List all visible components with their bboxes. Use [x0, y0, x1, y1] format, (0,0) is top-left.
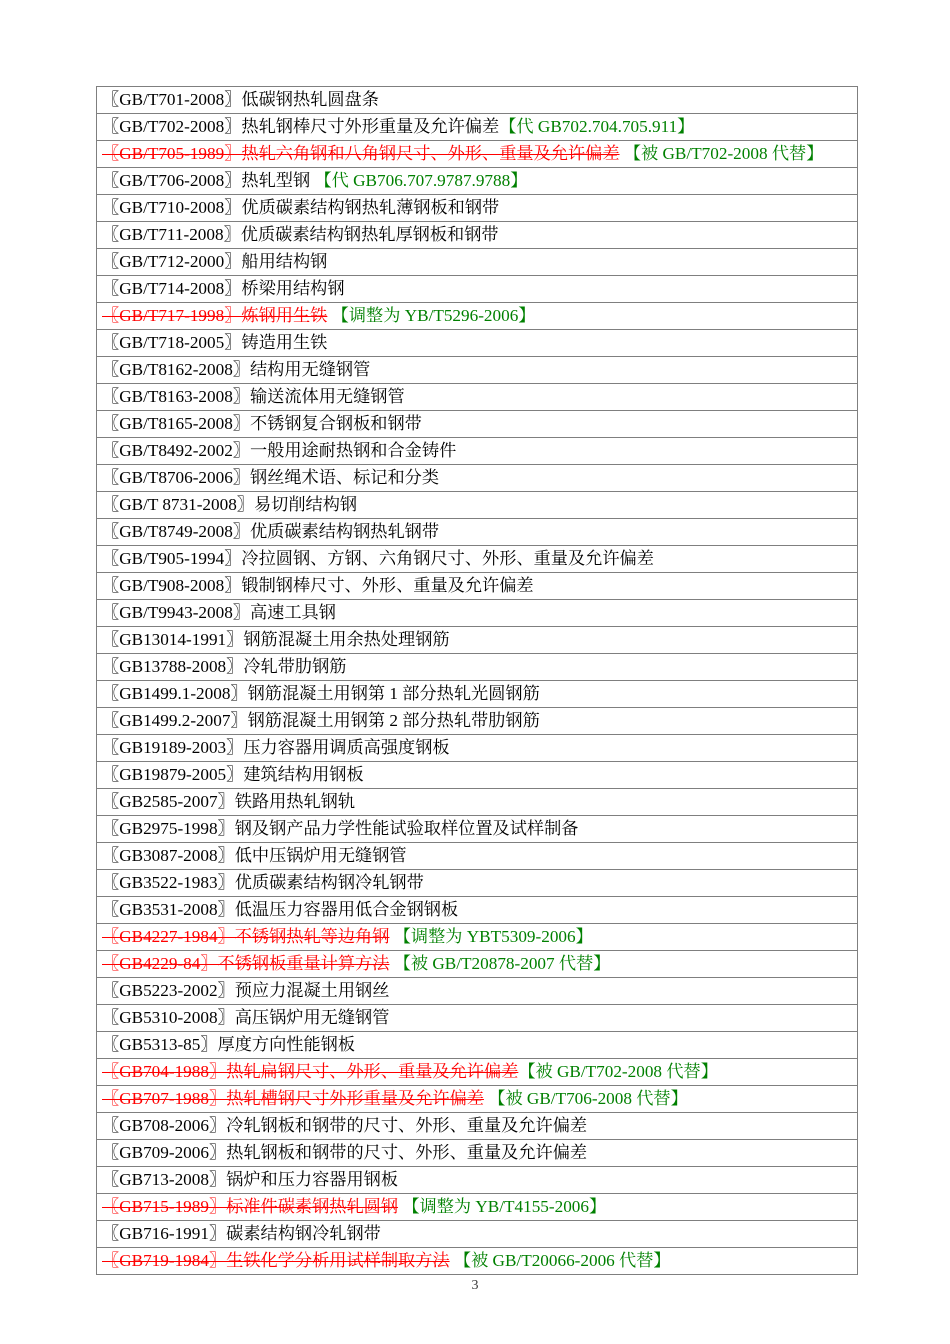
- table-row: [97, 870, 858, 897]
- struck-standard-text: 〖GB707-1988〗热轧槽钢尺寸外形重量及允许偏差: [102, 1089, 484, 1108]
- replacement-note: 【被 GB/T702-2008 代替】: [623, 144, 824, 163]
- table-row: [97, 816, 858, 843]
- table-row: [97, 843, 858, 870]
- standard-text: 〖GB3522-1983〗优质碳素结构钢冷轧钢带: [102, 873, 424, 892]
- struck-standard-text: 〖GB719-1984〗生铁化学分析用试样制取方法: [102, 1251, 450, 1270]
- replacement-note: 【代 GB702.704.705.911】: [499, 117, 695, 136]
- standard-text: 〖GB13014-1991〗钢筋混凝土用余热处理钢筋: [102, 630, 450, 649]
- standard-text: 〖GB/T706-2008〗热轧型钢: [102, 171, 315, 190]
- table-row: [97, 141, 858, 168]
- standard-entry-gb707-1988: [97, 1086, 858, 1113]
- standard-text: 〖GB1499.2-2007〗钢筋混凝土用钢第 2 部分热轧带肋钢筋: [102, 711, 540, 730]
- table-row: [97, 330, 858, 357]
- standard-entry-gb13788-2008: [97, 654, 858, 681]
- standard-text: 〖GB5310-2008〗高压锅炉用无缝钢管: [102, 1008, 390, 1027]
- standard-entry-gb-t710-2008: [97, 195, 858, 222]
- standard-text: 〖GB/T712-2000〗船用结构钢: [102, 252, 328, 271]
- struck-standard-text: 〖GB/T717-1998〗炼钢用生铁: [102, 306, 328, 325]
- standard-text: 〖GB716-1991〗碳素结构钢冷轧钢带: [102, 1224, 381, 1243]
- table-row: [97, 168, 858, 195]
- standard-text: 〖GB/T8492-2002〗一般用途耐热钢和合金铸件: [102, 441, 457, 460]
- replacement-note: 【被 GB/T706-2008 代替】: [488, 1089, 688, 1108]
- standard-text: 〖GB/T8165-2008〗不锈钢复合钢板和钢带: [102, 414, 422, 433]
- struck-standard-text: 〖GB4229-84〗不锈钢板重量计算方法: [102, 954, 390, 973]
- standard-entry-gb19879-2005: [97, 762, 858, 789]
- standard-text: 〖GB/T8162-2008〗结构用无缝钢管: [102, 360, 371, 379]
- table-row: [97, 627, 858, 654]
- standard-entry-gb1499-2-2007: [97, 708, 858, 735]
- table-row: [97, 1059, 858, 1086]
- standard-text: 〖GB3087-2008〗低中压锅炉用无缝钢管: [102, 846, 407, 865]
- table-row: [97, 87, 858, 114]
- standard-entry-gb4227-1984: [97, 924, 858, 951]
- standard-entry-gb2975-1998: [97, 816, 858, 843]
- standard-entry-gb-t718-2005: [97, 330, 858, 357]
- standard-entry-gb-t8731-2008: [97, 492, 858, 519]
- standard-entry-gb-t8165-2008: [97, 411, 858, 438]
- standard-entry-gb-t8162-2008: [97, 357, 858, 384]
- table-row: [97, 249, 858, 276]
- standard-text: 〖GB19189-2003〗压力容器用调质高强度钢板: [102, 738, 450, 757]
- standard-text: 〖GB709-2006〗热轧钢板和钢带的尺寸、外形、重量及允许偏差: [102, 1143, 588, 1162]
- standard-entry-gb-t8492-2002: [97, 438, 858, 465]
- standard-entry-gb5310-2008: [97, 1005, 858, 1032]
- struck-standard-text: 〖GB4227-1984〗不锈钢热轧等边角钢: [102, 927, 390, 946]
- page-number: 3: [471, 1278, 479, 1293]
- standard-text: 〖GB/T710-2008〗优质碳素结构钢热轧薄钢板和钢带: [102, 198, 500, 217]
- table-row: [97, 114, 858, 141]
- struck-standard-text: 〖GB715-1989〗标准件碳素钢热轧圆钢: [102, 1197, 399, 1216]
- standard-text: 〖GB/T8749-2008〗优质碳素结构钢热轧钢带: [102, 522, 440, 541]
- standard-entry-gb-t712-2000: [97, 249, 858, 276]
- table-row: [97, 222, 858, 249]
- table-row: [97, 1086, 858, 1113]
- standard-text: 〖GB1499.1-2008〗钢筋混凝土用钢第 1 部分热轧光圆钢筋: [102, 684, 540, 703]
- standard-entry-gb1499-1-2008: [97, 681, 858, 708]
- standard-entry-gb-t714-2008: [97, 276, 858, 303]
- struck-standard-text: 〖GB704-1988〗热轧扁钢尺寸、外形、重量及允许偏差: [102, 1062, 519, 1081]
- table-row: [97, 411, 858, 438]
- table-row: [97, 600, 858, 627]
- replacement-note: 【被 GB/T20066‐2006 代替】: [453, 1251, 671, 1270]
- replacement-note: 【调整为 YB/T4155-2006】: [402, 1197, 607, 1216]
- table-row: [97, 195, 858, 222]
- standard-text: 〖GB2585-2007〗铁路用热轧钢轨: [102, 792, 356, 811]
- table-row: [97, 789, 858, 816]
- replacement-note: 【调整为 YB/T5296-2006】: [331, 306, 536, 325]
- standard-text: 〖GB3531-2008〗低温压力容器用低合金钢钢板: [102, 900, 459, 919]
- table-row: [97, 303, 858, 330]
- table-row: [97, 492, 858, 519]
- standards-table: [96, 86, 858, 1275]
- standard-text: 〖GB/T701-2008〗低碳钢热轧圆盘条: [102, 90, 379, 109]
- table-row: [97, 276, 858, 303]
- standard-entry-gb13014-1991: [97, 627, 858, 654]
- table-row: [97, 951, 858, 978]
- standard-text: 〖GB2975-1998〗钢及钢产品力学性能试验取样位置及试样制备: [102, 819, 579, 838]
- standard-text: 〖GB/T702-2008〗热轧钢棒尺寸外形重量及允许偏差: [102, 117, 500, 136]
- standard-text: 〖GB5223-2002〗预应力混凝土用钢丝: [102, 981, 390, 1000]
- table-row: [97, 1140, 858, 1167]
- standard-entry-gb-t711-2008: [97, 222, 858, 249]
- table-row: [97, 573, 858, 600]
- standard-text: 〖GB5313-85〗厚度方向性能钢板: [102, 1035, 356, 1054]
- standard-entry-gb-t705-1989: [97, 141, 858, 168]
- standard-text: 〖GB/T711-2008〗优质碳素结构钢热轧厚钢板和钢带: [102, 225, 499, 244]
- table-row: [97, 897, 858, 924]
- table-row: [97, 654, 858, 681]
- standard-entry-gb3531-2008: [97, 897, 858, 924]
- table-row: [97, 1032, 858, 1059]
- standard-entry-gb-t905-1994: [97, 546, 858, 573]
- standard-entry-gb2585-2007: [97, 789, 858, 816]
- table-row: [97, 1167, 858, 1194]
- standard-text: 〖GB/T9943-2008〗高速工具钢: [102, 603, 336, 622]
- replacement-note: 【代 GB706.707.9787.9788】: [314, 171, 528, 190]
- standard-entry-gb719-1984: [97, 1248, 858, 1275]
- standard-text: 〖GB/T905-1994〗冷拉圆钢、方钢、六角钢尺寸、外形、重量及允许偏差: [102, 549, 654, 568]
- standard-entry-gb5223-2002: [97, 978, 858, 1005]
- standard-entry-gb704-1988: [97, 1059, 858, 1086]
- standard-text: 〖GB13788-2008〗冷轧带肋钢筋: [102, 657, 347, 676]
- standard-text: 〖GB19879-2005〗建筑结构用钢板: [102, 765, 364, 784]
- standard-text: 〖GB/T 8731-2008〗易切削结构钢: [102, 495, 358, 514]
- replacement-note: 【被 GB/T20878-2007 代替】: [393, 954, 611, 973]
- standard-entry-gb-t717-1998: [97, 303, 858, 330]
- standard-entry-gb708-2006: [97, 1113, 858, 1140]
- struck-standard-text: 〖GB/T705-1989〗热轧六角钢和八角钢尺寸、外形、重量及允许偏差: [102, 144, 620, 163]
- table-row: [97, 465, 858, 492]
- standard-entry-gb-t702-2008: [97, 114, 858, 141]
- table-row: [97, 1194, 858, 1221]
- standard-entry-gb716-1991: [97, 1221, 858, 1248]
- replacement-note: 【调整为 YBT5309-2006】: [393, 927, 593, 946]
- standard-text: 〖GB708-2006〗冷轧钢板和钢带的尺寸、外形、重量及允许偏差: [102, 1116, 588, 1135]
- table-row: [97, 546, 858, 573]
- standard-text: 〖GB/T8163-2008〗输送流体用无缝钢管: [102, 387, 405, 406]
- table-row: [97, 681, 858, 708]
- table-row: [97, 1113, 858, 1140]
- standard-entry-gb-t908-2008: [97, 573, 858, 600]
- standard-entry-gb-t706-2008: [97, 168, 858, 195]
- standard-text: 〖GB/T718-2005〗铸造用生铁: [102, 333, 328, 352]
- replacement-note: 【被 GB/T702-2008 代替】: [518, 1062, 718, 1081]
- table-row: [97, 735, 858, 762]
- table-row: [97, 1248, 858, 1275]
- standard-entry-gb713-2008: [97, 1167, 858, 1194]
- standard-entry-gb-t8706-2006: [97, 465, 858, 492]
- standard-text: 〖GB713-2008〗锅炉和压力容器用钢板: [102, 1170, 399, 1189]
- table-row: [97, 357, 858, 384]
- standard-entry-gb19189-2003: [97, 735, 858, 762]
- standard-entry-gb4229-84: [97, 951, 858, 978]
- standard-entry-gb3087-2008: [97, 843, 858, 870]
- table-row: [97, 384, 858, 411]
- table-row: [97, 519, 858, 546]
- standard-entry-gb-t701-2008: [97, 87, 858, 114]
- standard-entry-gb-t9943-2008: [97, 600, 858, 627]
- standard-text: 〖GB/T714-2008〗桥梁用结构钢: [102, 279, 345, 298]
- table-row: [97, 978, 858, 1005]
- table-row: [97, 438, 858, 465]
- table-row: [97, 762, 858, 789]
- table-row: [97, 1005, 858, 1032]
- table-row: [97, 1221, 858, 1248]
- standard-entry-gb-t8163-2008: [97, 384, 858, 411]
- standard-entry-gb-t8749-2008: [97, 519, 858, 546]
- standard-text: 〖GB/T908-2008〗锻制钢棒尺寸、外形、重量及允许偏差: [102, 576, 534, 595]
- table-row: [97, 708, 858, 735]
- table-row: [97, 924, 858, 951]
- standards-table-body: [97, 87, 858, 1275]
- standard-entry-gb3522-1983: [97, 870, 858, 897]
- standard-entry-gb709-2006: [97, 1140, 858, 1167]
- standard-text: 〖GB/T8706-2006〗钢丝绳术语、标记和分类: [102, 468, 440, 487]
- standard-entry-gb5313-85: [97, 1032, 858, 1059]
- standard-entry-gb715-1989: [97, 1194, 858, 1221]
